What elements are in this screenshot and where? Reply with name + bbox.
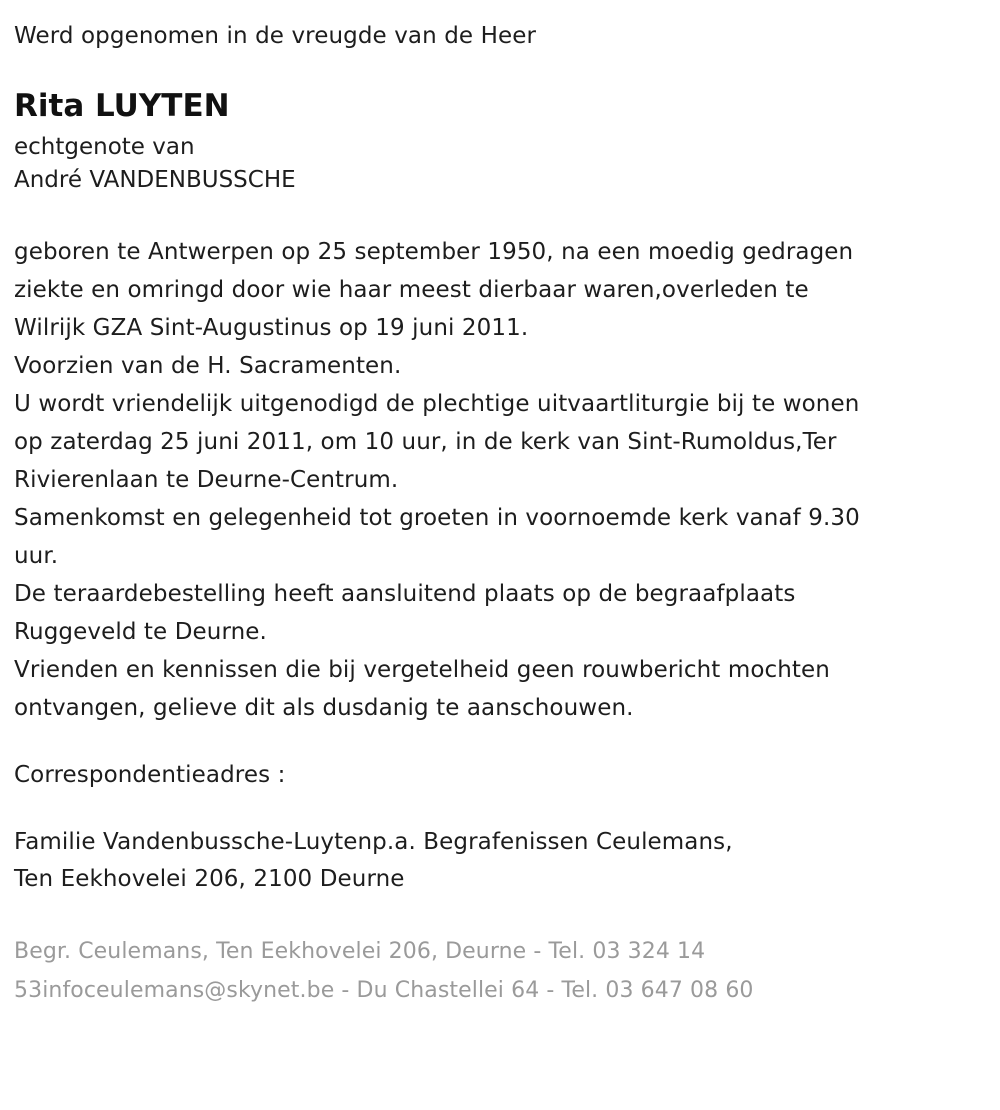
spacer-after-names	[14, 197, 986, 233]
correspondence-address	[14, 824, 986, 898]
spacer-before-correspondence	[14, 727, 986, 757]
spacer-before-address	[14, 794, 986, 824]
body-line: Rivierenlaan te Deurne-Centrum.	[14, 467, 399, 493]
intro-text: Werd opgenomen in de vreugde van de Heer	[14, 23, 537, 49]
deceased-name: Rita LUYTEN	[14, 88, 230, 124]
funeral-home-footer	[14, 932, 986, 1010]
correspondence-label: Correspondentieadres :	[14, 762, 286, 788]
address-line: Ten Eekhovelei 206, 2100 Deurne	[14, 866, 405, 892]
body-line: Samenkomst en gelegenheid tot groeten in voornoemde kerk vanaf 9.30	[14, 505, 860, 531]
footer-line: Begr. Ceulemans, Ten Eekhovelei 206, Deurne - Tel. 03 324 14	[14, 939, 706, 964]
body-line: ziekte en omringd door wie haar meest dierbaar waren,overleden te	[14, 277, 809, 303]
body-line: De teraardebestelling heeft aansluitend plaats op de begraafplaats	[14, 581, 796, 607]
address-line: Familie Vandenbussche-Luytenp.a. Begrafenissen Ceulemans,	[14, 829, 733, 855]
body-line: geboren te Antwerpen op 25 september 1950, na een moedig gedragen	[14, 239, 854, 265]
body-text	[14, 233, 986, 727]
body-line: op zaterdag 25 juni 2011, om 10 uur, in de kerk van Sint-Rumoldus,Ter	[14, 429, 837, 455]
relation-label: echtgenote van	[14, 134, 195, 160]
body-line: Vrienden en kennissen die bij vergetelheid geen rouwbericht mochten	[14, 657, 830, 683]
footer-line: 53infoceulemans@skynet.be - Du Chastellei 64 - Tel. 03 647 08 60	[14, 978, 754, 1003]
body-line: uur.	[14, 543, 59, 569]
body-line: Voorzien van de H. Sacramenten.	[14, 353, 402, 379]
body-line: U wordt vriendelijk uitgenodigd de plechtige uitvaartliturgie bij te wonen	[14, 391, 860, 417]
body-line: Wilrijk GZA Sint-Augustinus op 19 juni 2011.	[14, 315, 529, 341]
body-line: Ruggeveld te Deurne.	[14, 619, 267, 645]
spouse-name: André VANDENBUSSCHE	[14, 167, 296, 193]
body-line: ontvangen, gelieve dit als dusdanig te aanschouwen.	[14, 695, 634, 721]
